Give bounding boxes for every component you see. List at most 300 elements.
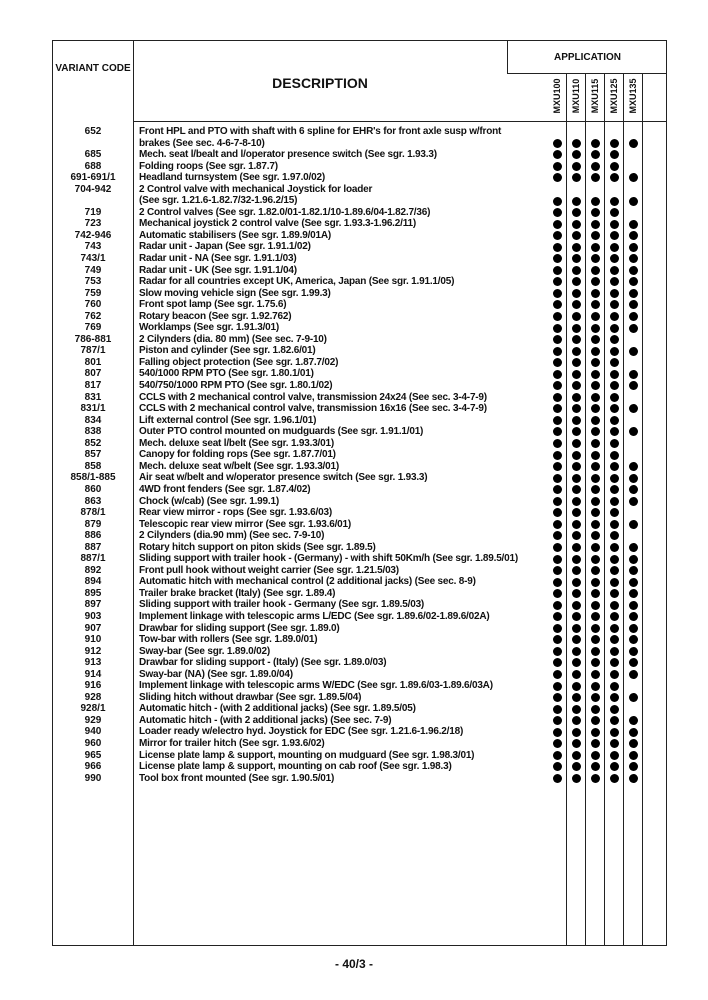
application-dot-mxu135: [629, 624, 638, 633]
application-dot-mxu115: [591, 197, 600, 206]
description-line: 2 Cilynders (dia.90 mm) (See sec. 7-9-10): [139, 530, 325, 542]
description-line: Mech. deluxe seat l/belt (See sgr. 1.93.3/01): [139, 437, 334, 449]
application-dot-mxu100: [553, 716, 562, 725]
variant-code: 787/1: [80, 345, 106, 357]
description-line: Drawbar for sliding support - (Italy) (See sgr. 1.89.0/03): [139, 657, 387, 669]
application-dot-mxu135: [629, 347, 638, 356]
description-line: Mechanical joystick 2 control valve (See sgr. 1.93.3-1.96.2/11): [139, 218, 416, 230]
description-cell: [139, 299, 569, 311]
variant-code: 863: [84, 495, 102, 507]
application-dot-mxu100: [553, 231, 562, 240]
variant-code: 916: [84, 680, 102, 692]
variant-code: 801: [84, 356, 102, 368]
application-dot-mxu100: [553, 728, 562, 737]
variant-code: 910: [84, 634, 102, 646]
application-dot-mxu135: [629, 728, 638, 737]
variant-code: 652: [84, 126, 102, 137]
application-dot-mxu125: [610, 173, 619, 182]
description-line: Mech. deluxe seat w/belt (See sgr. 1.93.3/01): [139, 460, 339, 472]
table-row: [53, 357, 666, 369]
description-line: Rotary beacon (See sgr. 1.92.762): [139, 310, 292, 322]
application-dot-mxu135: [629, 612, 638, 621]
application-dot-mxu125: [610, 531, 619, 540]
application-dot-mxu100: [553, 474, 562, 483]
application-dot-mxu100: [553, 566, 562, 575]
description-line: Falling object protection (See sgr. 1.87.7/02): [139, 356, 339, 368]
application-dot-mxu110: [572, 728, 581, 737]
application-dot-mxu115: [591, 497, 600, 506]
application-dot-mxu100: [553, 427, 562, 436]
table-row: [53, 634, 666, 646]
description-line: Outer PTO control mounted on mudguards (See sgr. 1.91.1/01): [139, 426, 424, 438]
application-dot-mxu125: [610, 508, 619, 517]
description-line: Mirror for trailer hitch (See sgr. 1.93.6/02): [139, 737, 325, 749]
application-dot-mxu115: [591, 555, 600, 564]
application-dot-mxu115: [591, 578, 600, 587]
application-dot-mxu110: [572, 774, 581, 783]
application-dot-mxu135: [629, 485, 638, 494]
application-dot-mxu110: [572, 670, 581, 679]
application-dot-mxu125: [610, 231, 619, 240]
application-dot-mxu115: [591, 462, 600, 471]
application-dot-mxu110: [572, 254, 581, 263]
application-dot-mxu115: [591, 762, 600, 771]
description-line: Lift external control (See sgr. 1.96.1/01): [139, 414, 317, 426]
application-dot-mxu100: [553, 300, 562, 309]
application-dot-mxu125: [610, 197, 619, 206]
description-cell: [139, 519, 569, 531]
description-line: Front spot lamp (See sgr. 1.75.6): [139, 299, 287, 311]
table-row: [53, 530, 666, 542]
application-dot-mxu115: [591, 682, 600, 691]
application-dot-mxu135: [629, 589, 638, 598]
application-dot-mxu125: [610, 150, 619, 159]
application-dot-mxu110: [572, 416, 581, 425]
application-dot-mxu125: [610, 277, 619, 286]
application-dot-mxu125: [610, 312, 619, 321]
description-cell: [139, 507, 569, 519]
application-dot-mxu135: [629, 324, 638, 333]
table-row: [53, 599, 666, 611]
application-dot-mxu100: [553, 139, 562, 148]
table-row: [53, 218, 666, 230]
variant-code: 928/1: [80, 703, 106, 715]
application-dot-mxu100: [553, 416, 562, 425]
application-dot-mxu115: [591, 173, 600, 182]
variant-code: 759: [84, 287, 102, 299]
application-dot-mxu110: [572, 474, 581, 483]
application-dot-mxu115: [591, 647, 600, 656]
application-dot-mxu110: [572, 693, 581, 702]
variant-code: 912: [84, 645, 102, 657]
application-dot-mxu110: [572, 404, 581, 413]
application-dot-mxu135: [629, 370, 638, 379]
description-cell: [139, 646, 569, 658]
application-dot-mxu115: [591, 520, 600, 529]
application-dot-mxu110: [572, 531, 581, 540]
table-body: [53, 126, 666, 784]
application-table: [52, 40, 667, 946]
application-dot-mxu135: [629, 139, 638, 148]
application-dot-mxu125: [610, 566, 619, 575]
variant-code: 831: [84, 391, 102, 403]
description-line: 540/750/1000 RPM PTO (See sgr. 1.80.1/02): [139, 380, 333, 392]
application-dot-mxu125: [610, 289, 619, 298]
description-line: Front HPL and PTO with shaft with 6 spline for EHR's for front axle susp w/front: [139, 126, 502, 137]
application-dot-mxu110: [572, 358, 581, 367]
application-dot-mxu135: [629, 462, 638, 471]
variant-code: 940: [84, 726, 102, 738]
description-line: Piston and cylinder (See sgr. 1.82.6/01): [139, 345, 316, 357]
description-cell: [139, 161, 569, 173]
application-dot-mxu100: [553, 451, 562, 460]
application-dot-mxu100: [553, 658, 562, 667]
table-row: [53, 368, 666, 380]
description-cell: [139, 172, 569, 184]
description-line: Telescopic rear view mirror (See sgr. 1.93.6/01): [139, 518, 352, 530]
application-dot-mxu100: [553, 370, 562, 379]
application-dot-mxu115: [591, 266, 600, 275]
application-dot-mxu115: [591, 751, 600, 760]
description-cell: [139, 218, 569, 230]
application-dot-mxu110: [572, 347, 581, 356]
variant-code: 838: [84, 426, 102, 438]
application-dot-mxu115: [591, 381, 600, 390]
application-dot-mxu115: [591, 508, 600, 517]
application-dot-mxu115: [591, 485, 600, 494]
application-dot-mxu125: [610, 139, 619, 148]
table-row: [53, 738, 666, 750]
description-line: Loader ready w/electro hyd. Joystick for EDC (See sgr. 1.21.6-1.96.2/18): [139, 726, 464, 738]
application-dot-mxu135: [629, 578, 638, 587]
table-row: [53, 438, 666, 450]
description-cell: [139, 599, 569, 611]
variant-code: 879: [84, 518, 102, 530]
description-cell: [139, 126, 569, 149]
application-dot-mxu115: [591, 208, 600, 217]
variant-code: 895: [84, 587, 102, 599]
application-dot-mxu115: [591, 416, 600, 425]
application-dot-mxu135: [629, 774, 638, 783]
description-line: Worklamps (See sgr. 1.91.3/01): [139, 322, 280, 334]
description-cell: [139, 761, 569, 773]
application-dot-mxu100: [553, 347, 562, 356]
application-dot-mxu125: [610, 624, 619, 633]
variant-code: 878/1: [80, 507, 106, 519]
description-cell: [139, 542, 569, 554]
description-line: Sliding support with trailer hook - (Germany) - with shift 50Km/h (See sgr. 1.89.5/01): [139, 553, 518, 565]
table-row: [53, 669, 666, 681]
application-dot-mxu100: [553, 173, 562, 182]
table-row: [53, 565, 666, 577]
variant-code: 762: [84, 310, 102, 322]
description-line: CCLS with 2 mechanical control valve, transmission 16x16 (See sec. 3-4-7-9): [139, 403, 487, 415]
application-dot-mxu125: [610, 520, 619, 529]
table-row: [53, 276, 666, 288]
application-dot-mxu100: [553, 693, 562, 702]
variant-code: 907: [84, 622, 102, 634]
application-dot-mxu110: [572, 439, 581, 448]
application-dot-mxu110: [572, 173, 581, 182]
application-dot-mxu125: [610, 220, 619, 229]
application-dot-mxu110: [572, 393, 581, 402]
description-line: Radar unit - NA (See sgr. 1.91.1/03): [139, 253, 297, 265]
application-dot-mxu100: [553, 220, 562, 229]
application-dot-mxu115: [591, 139, 600, 148]
application-dot-mxu115: [591, 335, 600, 344]
application-dot-mxu110: [572, 208, 581, 217]
application-dot-mxu125: [610, 208, 619, 217]
application-dot-mxu115: [591, 728, 600, 737]
table-row: [53, 322, 666, 334]
application-dot-mxu135: [629, 197, 638, 206]
application-dot-mxu135: [629, 739, 638, 748]
application-dot-mxu110: [572, 289, 581, 298]
application-dot-mxu115: [591, 254, 600, 263]
application-dot-mxu100: [553, 324, 562, 333]
application-dot-mxu125: [610, 266, 619, 275]
table-row: [53, 126, 666, 149]
application-dot-mxu125: [610, 762, 619, 771]
description-cell: [139, 484, 569, 496]
model-header-mxu110: MXU110: [571, 78, 581, 114]
table-row: [53, 715, 666, 727]
description-line: Implement linkage with telescopic arms L/EDC (See sgr. 1.89.6/02-1.89.6/02A): [139, 610, 490, 622]
variant-code: 897: [84, 599, 102, 611]
table-row: [53, 761, 666, 773]
table-row: [53, 253, 666, 265]
application-dot-mxu135: [629, 762, 638, 771]
application-dot-mxu110: [572, 543, 581, 552]
variant-code: 894: [84, 576, 102, 588]
table-row: [53, 703, 666, 715]
description-line: Headland turnsystem (See sgr. 1.97.0/02): [139, 172, 325, 184]
application-dot-mxu115: [591, 716, 600, 725]
application-dot-mxu115: [591, 404, 600, 413]
application-dot-mxu110: [572, 601, 581, 610]
application-dot-mxu110: [572, 485, 581, 494]
application-dot-mxu110: [572, 162, 581, 171]
application-dot-mxu110: [572, 520, 581, 529]
application-dot-mxu115: [591, 589, 600, 598]
description-cell: [139, 241, 569, 253]
variant-code: 753: [84, 276, 102, 288]
variant-code: 831/1: [80, 403, 106, 415]
description-cell: [139, 380, 569, 392]
table-row: [53, 519, 666, 531]
variant-code: 769: [84, 322, 102, 334]
application-dot-mxu100: [553, 670, 562, 679]
variant-code: 860: [84, 483, 102, 495]
table-row: [53, 345, 666, 357]
page-number: - 40/3 -: [334, 957, 373, 971]
application-dot-mxu135: [629, 716, 638, 725]
description-cell: [139, 288, 569, 300]
application-dot-mxu110: [572, 635, 581, 644]
application-dot-mxu110: [572, 312, 581, 321]
application-dot-mxu135: [629, 566, 638, 575]
description-line: Tow-bar with rollers (See sgr. 1.89.0/01): [139, 634, 318, 646]
application-dot-mxu100: [553, 335, 562, 344]
application-dot-mxu115: [591, 324, 600, 333]
application-dot-mxu100: [553, 612, 562, 621]
table-row: [53, 542, 666, 554]
table-row: [53, 588, 666, 600]
application-dot-mxu125: [610, 658, 619, 667]
description-cell: [139, 253, 569, 265]
application-dot-mxu125: [610, 612, 619, 621]
application-dot-mxu135: [629, 404, 638, 413]
application-dot-mxu100: [553, 439, 562, 448]
description-line: Automatic hitch with mechanical control (2 additional jacks) (See sec. 8-9): [139, 576, 476, 588]
table-row: [53, 461, 666, 473]
application-dot-mxu100: [553, 543, 562, 552]
variant-code: 852: [84, 437, 102, 449]
description-line: Canopy for folding rops (See sgr. 1.87.7/01): [139, 449, 336, 461]
table-row: [53, 184, 666, 207]
application-dot-mxu125: [610, 243, 619, 252]
description-cell: [139, 426, 569, 438]
application-dot-mxu135: [629, 173, 638, 182]
application-dot-mxu110: [572, 589, 581, 598]
variant-code: 691-691/1: [70, 172, 116, 184]
description-cell: [139, 334, 569, 346]
application-header: APPLICATION: [553, 52, 622, 63]
application-dot-mxu100: [553, 751, 562, 760]
application-dot-mxu100: [553, 705, 562, 714]
description-line: 4WD front fenders (See sgr. 1.87.4/02): [139, 483, 311, 495]
application-dot-mxu125: [610, 601, 619, 610]
application-dot-mxu115: [591, 670, 600, 679]
application-dot-mxu100: [553, 555, 562, 564]
application-dot-mxu125: [610, 497, 619, 506]
application-dot-mxu100: [553, 312, 562, 321]
application-dot-mxu135: [629, 381, 638, 390]
application-dot-mxu110: [572, 197, 581, 206]
application-dot-mxu125: [610, 404, 619, 413]
description-line: Air seat w/belt and w/operator presence switch (See sgr. 1.93.3): [139, 472, 428, 484]
application-dot-mxu110: [572, 324, 581, 333]
application-dot-mxu125: [610, 335, 619, 344]
variant-code: 688: [84, 160, 102, 172]
application-dot-mxu125: [610, 578, 619, 587]
application-dot-mxu135: [629, 520, 638, 529]
application-dot-mxu125: [610, 462, 619, 471]
application-dot-mxu110: [572, 716, 581, 725]
description-line: Sway-bar (NA) (See sgr. 1.89.0/04): [139, 668, 293, 680]
description-cell: [139, 322, 569, 334]
description-cell: [139, 496, 569, 508]
description-cell: [139, 726, 569, 738]
description-header: DESCRIPTION: [272, 75, 368, 91]
description-line: Slow moving vehicle sign (See sgr. 1.99.3): [139, 287, 331, 299]
application-dot-mxu135: [629, 220, 638, 229]
description-cell: [139, 588, 569, 600]
application-dot-mxu115: [591, 427, 600, 436]
application-dot-mxu125: [610, 543, 619, 552]
application-dot-mxu110: [572, 624, 581, 633]
application-dot-mxu100: [553, 208, 562, 217]
application-dot-mxu125: [610, 254, 619, 263]
application-dot-mxu115: [591, 474, 600, 483]
application-dot-mxu135: [629, 658, 638, 667]
model-header-mxu115: MXU115: [590, 78, 600, 114]
description-cell: [139, 461, 569, 473]
table-row: [53, 172, 666, 184]
application-dot-mxu100: [553, 647, 562, 656]
description-line: 2 Control valve with mechanical Joystick for loader: [139, 183, 373, 195]
application-dot-mxu100: [553, 462, 562, 471]
variant-code: 914: [84, 668, 102, 680]
application-dot-mxu115: [591, 243, 600, 252]
application-dot-mxu110: [572, 705, 581, 714]
application-dot-mxu100: [553, 162, 562, 171]
description-cell: [139, 773, 569, 785]
application-dot-mxu110: [572, 370, 581, 379]
table-row: [53, 472, 666, 484]
application-dot-mxu100: [553, 601, 562, 610]
application-dot-mxu135: [629, 555, 638, 564]
application-dot-mxu115: [591, 601, 600, 610]
application-dot-mxu100: [553, 393, 562, 402]
application-dot-mxu115: [591, 635, 600, 644]
variant-code: 685: [84, 149, 102, 161]
application-dot-mxu110: [572, 150, 581, 159]
description-line: 2 Cilynders (dia. 80 mm) (See sec. 7-9-10): [139, 333, 327, 345]
application-dot-mxu100: [553, 508, 562, 517]
description-cell: [139, 149, 569, 161]
application-dot-mxu100: [553, 624, 562, 633]
application-dot-mxu100: [553, 497, 562, 506]
application-dot-mxu110: [572, 566, 581, 575]
variant-code: 903: [84, 610, 102, 622]
table-row: [53, 692, 666, 704]
application-dot-mxu125: [610, 451, 619, 460]
variant-code: 858: [84, 460, 102, 472]
description-line: Folding roops (See sgr. 1.87.7): [139, 160, 278, 172]
description-cell: [139, 265, 569, 277]
application-dot-mxu110: [572, 335, 581, 344]
application-dot-mxu135: [629, 266, 638, 275]
application-dot-mxu125: [610, 393, 619, 402]
description-cell: [139, 611, 569, 623]
application-dot-mxu135: [629, 693, 638, 702]
application-dot-mxu125: [610, 381, 619, 390]
variant-code: 858/1-885: [70, 472, 116, 484]
description-line: Rear view mirror - rops (See sgr. 1.93.6/03): [139, 507, 332, 519]
variant-code: 857: [84, 449, 102, 461]
application-dot-mxu125: [610, 485, 619, 494]
application-dot-mxu115: [591, 162, 600, 171]
table-row: [53, 449, 666, 461]
application-dot-mxu125: [610, 416, 619, 425]
application-dot-mxu115: [591, 150, 600, 159]
application-dot-mxu115: [591, 347, 600, 356]
description-line: Radar for all countries except UK, America, Japan (See sgr. 1.91.1/05): [139, 276, 455, 288]
application-dot-mxu115: [591, 739, 600, 748]
application-dot-mxu125: [610, 427, 619, 436]
variant-code: 886: [84, 530, 102, 542]
application-dot-mxu100: [553, 682, 562, 691]
application-dot-mxu100: [553, 635, 562, 644]
variant-code: 704-942: [74, 183, 112, 195]
application-dot-mxu100: [553, 150, 562, 159]
application-dot-mxu125: [610, 474, 619, 483]
application-dot-mxu110: [572, 139, 581, 148]
variant-code: 990: [84, 772, 102, 784]
description-line: Front pull hook without weight carrier (See sgr. 1.21.5/03): [139, 564, 399, 576]
table-row: [53, 773, 666, 785]
